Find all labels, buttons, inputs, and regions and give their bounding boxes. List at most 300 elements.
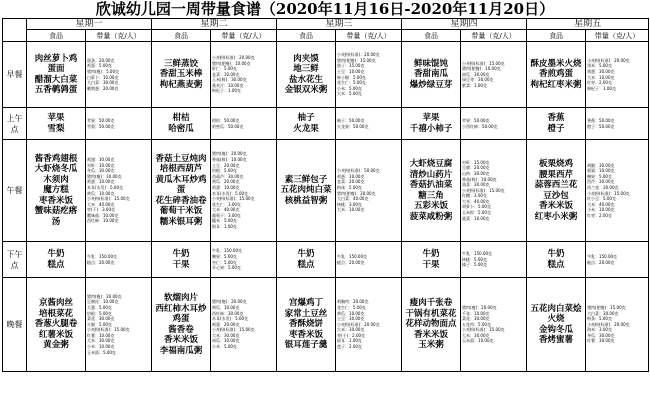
quantity-item: 猪肉(肥瘦)：10.00克 [462, 66, 501, 72]
quantity-item: 山药：30.00克 [462, 170, 490, 176]
quantity-cell [211, 242, 277, 278]
quantity-item: 鸡蛋：10.00克 [87, 179, 115, 185]
quantity-item: 西红柿：10.00克 [87, 218, 119, 224]
food-item: 鲜味馄饨 [414, 58, 449, 69]
day-header: 星期四 [402, 19, 527, 30]
food-item: 柚子 [297, 113, 315, 123]
food-item: 五彩米饭 [414, 201, 449, 211]
food-item: 糖三角 [418, 190, 444, 201]
food-cell [527, 140, 586, 242]
quantity-cell [336, 242, 402, 278]
quantity-item: 豆腐：20.00克 [462, 165, 490, 171]
quantity-item: 板栗：10.00克 [587, 168, 615, 174]
food-item: 火烧 [547, 314, 565, 324]
quantity-item: 大米：40.00克 [87, 201, 115, 207]
food-cell [402, 242, 461, 278]
quantity-item: 小米：10.00克 [87, 344, 115, 350]
quantity-item: 香蕉：50.00克 [587, 117, 615, 123]
quantity-item: 柑桔：50.00克 [212, 117, 240, 123]
food-item: 红薯米饭 [38, 329, 73, 340]
quantity-item: 小麦粉(标准)：20.00克 [212, 54, 255, 60]
quantity-item: 葡萄干：3.00克 [212, 212, 241, 218]
quantity-item: 豆腐皮：10.00克 [87, 299, 119, 305]
food-cell [402, 140, 461, 242]
quantity-item: 黄瓜：10.00克 [337, 310, 365, 316]
day-header: 星期三 [277, 19, 402, 30]
quantity-item: 红薯：30.00克 [587, 338, 615, 344]
food-item: 雪梨 [47, 123, 65, 134]
food-column-header: 食品 [27, 30, 86, 42]
food-cell [527, 278, 586, 372]
quantity-item: 苹果：50.00克 [87, 117, 115, 123]
quantity-item: 糕点：20.00克 [587, 259, 615, 265]
food-item: 三鲜蒸饺 [164, 58, 199, 69]
food-item: 香煎鸡蛋 [539, 69, 574, 80]
meal-row [3, 42, 649, 108]
quantity-item: 大米：40.00克 [587, 201, 615, 207]
food-item: 银耳莲子羹 [284, 340, 328, 351]
food-item: 腰果西芹 [539, 169, 574, 180]
food-item: 牛奶 [422, 249, 440, 259]
quantity-item: 西兰花：30.00克 [587, 184, 619, 190]
quantity-item: 小麦粉(标准)：15.00克 [462, 60, 505, 66]
quantity-item: 柚子：50.00克 [337, 117, 365, 123]
quantity-item: 花生仁：5.00克 [337, 80, 366, 86]
quantity-item: 木耳(水发)：5.00克 [87, 184, 124, 190]
quantity-cell [461, 278, 527, 372]
quantity-item: 西葫芦：30.00克 [212, 173, 244, 179]
quantity-item: 大米：30.00克 [212, 332, 240, 338]
quantity-item: 大米：5.00克 [337, 91, 362, 97]
food-item: 蒜蓉西兰花 [534, 180, 578, 190]
quantity-item: 紫菜：1.00克 [462, 82, 487, 88]
food-item: 香烤蜜薯 [539, 335, 574, 345]
quantity-item: 枣(干)：3.00克 [87, 207, 116, 213]
quantity-item: 杏仁：5.00克 [212, 259, 237, 265]
quantity-item: 玉米粒：5.00克 [462, 210, 491, 216]
quantity-item: 小麦粉(标准)：15.00克 [212, 196, 255, 202]
quantity-cell [86, 140, 152, 242]
food-item: 酱香卷 [168, 324, 194, 335]
quantity-item: 猪肉(瘦)：5.00克 [87, 68, 120, 74]
quantity-cell [211, 140, 277, 242]
quantity-item: 小麦粉(标准)：50.00克 [337, 168, 380, 174]
column-header-row [3, 30, 649, 42]
food-item: 金银双米粥 [284, 85, 328, 95]
meal-row [3, 140, 649, 242]
quantity-item: 鸡蛋：20.00克 [212, 321, 240, 327]
food-item: 李福南瓜粥 [159, 345, 203, 356]
food-item: 橙子 [547, 123, 565, 134]
quantity-item: 鹌鹑蛋：20.00克 [87, 85, 119, 91]
food-item: 香甜南瓜 [414, 69, 449, 80]
food-cell [277, 42, 336, 108]
food-item: 蟹味菇疙瘩 [34, 206, 78, 217]
food-item: 牛奶 [297, 249, 315, 259]
food-item: 肉丝萝卜鸡 [34, 53, 78, 64]
quantity-item: 冬瓜：30.00克 [87, 168, 115, 174]
corner-cell [3, 19, 27, 42]
quantity-column-header: 带量（克/人） [461, 30, 527, 42]
quantity-item: 小米：5.00克 [212, 344, 237, 350]
food-cell [152, 278, 211, 372]
quantity-item: 对虾：15.00克 [462, 159, 490, 165]
quantity-cell [86, 42, 152, 108]
quantity-item: 虾仁：5.00克 [212, 66, 237, 72]
meal-label: 早餐 [3, 42, 27, 108]
menu-title: 欣诚幼儿园一周带量食谱（2020年11月16日-2020年11月20日） [95, 0, 555, 18]
quantity-item: 鸡蛋：5.00克 [87, 63, 112, 69]
quantity-cell [461, 242, 527, 278]
quantity-item: 菠菜：10.00克 [462, 215, 490, 221]
quantity-cell [586, 108, 649, 140]
quantity-item: 火龙果：50.00克 [337, 123, 369, 129]
food-cell [277, 278, 336, 372]
food-item: 糯米银耳粥 [159, 216, 203, 227]
quantity-cell [461, 42, 527, 108]
food-item: 苹果 [422, 113, 440, 123]
quantity-item: 鸡蛋：10.00克 [337, 173, 365, 179]
quantity-item: 猪肉(肥瘦)：20.00克 [337, 190, 376, 196]
day-header-row [3, 19, 649, 30]
quantity-item: 白萝卜：10.00克 [87, 74, 119, 80]
food-item: 糕点 [47, 259, 65, 270]
quantity-item: 粉丝：5.00克 [337, 184, 362, 190]
food-item: 醋溜大白菜 [34, 74, 78, 85]
quantity-item: 猪肉(肥瘦)：15.00克 [587, 304, 626, 310]
quantity-cell [211, 42, 277, 108]
food-item: 肉夹馍 [293, 53, 319, 64]
quantity-item: 大白菜：40.00克 [337, 196, 369, 202]
quantity-item: 枣(干)：2.00克 [337, 332, 366, 338]
food-item: 香酥烧饼 [289, 319, 324, 330]
quantity-cell [211, 108, 277, 140]
food-item: 盐水花生 [289, 74, 324, 85]
quantity-item: 枸杞子：1.00克 [587, 85, 616, 91]
food-item: 地三鲜 [293, 64, 319, 74]
food-item: 柑桔 [172, 113, 190, 123]
food-cell [27, 242, 86, 278]
quantity-item: 花生仁：3.00克 [212, 201, 241, 207]
quantity-item: 木耳(水发)：5.00克 [212, 190, 249, 196]
food-item: 宫爆鸡丁 [289, 298, 324, 309]
quantity-item: 大白菜：30.00克 [587, 310, 619, 316]
quantity-item: 玉米面：5.00克 [87, 349, 116, 355]
quantity-item: 小米：10.00克 [587, 207, 615, 213]
quantity-item: 土豆：20.00克 [212, 162, 240, 168]
food-column-header: 食品 [402, 30, 461, 42]
quantity-item: 红小豆：5.00克 [587, 196, 616, 202]
quantity-item: 粉条：5.00克 [587, 316, 612, 322]
food-item: 爆炒绿豆芽 [409, 79, 453, 90]
quantity-item: 蟹味菇：10.00克 [87, 212, 119, 218]
food-item: 千禧小柿子 [409, 123, 453, 134]
quantity-item: 牛乳：150.00克 [87, 253, 117, 259]
food-item: 酱香鸡翅根 [34, 153, 78, 164]
quantity-item: 大白菜：30.00克 [87, 80, 119, 86]
food-item: 酥皮墨米火烧 [530, 58, 582, 69]
quantity-item: 小麦粉(标准)：15.00克 [212, 327, 255, 333]
quantity-column-header: 带量（克/人） [86, 30, 152, 42]
food-item: 红枣小米粥 [534, 211, 578, 222]
quantity-item: 小麦粉(标准)：15.00克 [462, 327, 505, 333]
food-item: 牛奶 [47, 249, 65, 259]
quantity-item: 菜花：30.00克 [462, 316, 490, 322]
quantity-item: 红薯：10.00克 [87, 332, 115, 338]
quantity-item: 玉米面：10.00克 [462, 338, 494, 344]
food-item: 鸡蛋 [172, 314, 190, 324]
food-item: 香蕉 [547, 113, 565, 123]
quantity-item: 小米：5.00克 [337, 85, 362, 91]
quantity-cell [336, 108, 402, 140]
quantity-item: 小麦粉(标准)：15.00克 [87, 196, 130, 202]
food-item: 大虾烧冬瓜 [34, 164, 78, 175]
food-item: 哈密瓜 [168, 123, 194, 134]
food-cell [152, 242, 211, 278]
food-cell [152, 42, 211, 108]
quantity-item: 雪梨：50.00克 [87, 123, 115, 129]
quantity-item: 小麦粉(标准)：20.00克 [587, 321, 630, 327]
food-cell [527, 242, 586, 278]
quantity-item: 鸡胸肉：20.00克 [337, 299, 369, 305]
quantity-item: 小西红柿：50.00克 [462, 123, 498, 129]
food-item: 枣香米饭 [38, 195, 73, 206]
quantity-item: 猪肉(肥瘦)：15.00克 [337, 57, 376, 63]
quantity-cell [86, 242, 152, 278]
meal-row [3, 242, 649, 278]
food-item: 板栗烧鸡 [539, 159, 574, 169]
food-item: 瘦肉千张卷 [409, 298, 453, 309]
food-item: 干果 [422, 259, 440, 270]
food-item: 京酱肉丝 [38, 298, 73, 309]
food-item: 蛋 [176, 185, 186, 196]
quantity-item: 糕点：20.00克 [337, 259, 365, 265]
quantity-item: 大米：30.00克 [87, 338, 115, 344]
food-column-header: 食品 [152, 30, 211, 42]
quantity-item: 花生仁：5.00克 [337, 304, 366, 310]
quantity-item: 大米：40.00克 [212, 207, 240, 213]
food-item: 蛋面 [47, 64, 65, 74]
food-item: 豆沙包 [543, 190, 569, 201]
food-item: 葡萄干米饭 [159, 206, 203, 217]
quantity-item: 糯米：5.00克 [212, 218, 237, 224]
food-item: 玉米粥 [418, 340, 444, 351]
quantity-item: 南瓜：30.00克 [462, 71, 490, 77]
quantity-item: 银耳：1.00克 [337, 338, 362, 344]
quantity-cell [461, 140, 527, 242]
food-item: 木须肉 [43, 174, 69, 185]
food-cell [527, 108, 586, 140]
quantity-item: 海米：3.00克 [587, 327, 612, 333]
quantity-cell [336, 42, 402, 108]
quantity-item: 大葱：5.00克 [87, 304, 112, 310]
quantity-item: 香菇(鲜)：10.00克 [462, 176, 497, 182]
quantity-column-header: 带量（克/人） [586, 30, 649, 42]
quantity-item: 红枣：2.00克 [587, 212, 612, 218]
day-header: 星期一 [27, 19, 152, 30]
food-item: 枸杞燕麦粥 [159, 79, 203, 90]
food-item: 香甜玉米棒 [159, 69, 203, 80]
food-item: 大虾烧豆腐 [409, 159, 453, 169]
quantity-item: 鸡翅：30.00克 [87, 156, 115, 162]
food-item: 牛奶 [547, 249, 565, 259]
food-cell [27, 108, 86, 140]
quantity-item: 猪肉(瘦)：20.00克 [87, 293, 122, 299]
food-item: 清炒山药片 [409, 169, 453, 180]
food-column-header: 食品 [527, 30, 586, 42]
quantity-item: 韭菜：20.00克 [337, 179, 365, 185]
food-cell [402, 278, 461, 372]
food-item: 香米米饭 [164, 335, 199, 345]
quantity-item: 开心果：5.00克 [212, 265, 241, 271]
quantity-item: 腰果：5.00克 [587, 173, 612, 179]
quantity-item: 猪肉(瘦)：10.00克 [87, 173, 122, 179]
quantity-item: 大米：10.00克 [587, 74, 615, 80]
quantity-item: 苹果：50.00克 [462, 117, 490, 123]
food-item: 糕点 [297, 259, 315, 270]
food-item: 软熘肉片 [164, 293, 199, 303]
quantity-item: 牛乳：150.00克 [587, 253, 618, 259]
quantity-cell [86, 108, 152, 140]
quantity-item: 小麦粉(标准)：20.00克 [337, 52, 380, 58]
food-item: 枸杞红枣米粥 [530, 79, 582, 90]
quantity-item: 胡萝卜：5.00克 [462, 204, 491, 210]
quantity-item: 鸡蛋：10.00克 [212, 184, 240, 190]
quantity-item: 大米：30.00克 [337, 327, 365, 333]
day-header: 星期五 [527, 19, 649, 30]
quantity-item: 鸡蛋：30.00克 [587, 68, 615, 74]
food-item: 金钩冬瓜 [539, 324, 574, 335]
quantity-cell [336, 140, 402, 242]
quantity-item: 绿豆芽：30.00克 [462, 77, 494, 83]
food-item: 五花肉白菜烩 [530, 303, 582, 314]
quantity-item: 土豆：30.00克 [337, 316, 365, 322]
quantity-item: 小麦粉(标准)：20.00克 [587, 57, 630, 63]
food-item: 香米米饭 [414, 329, 449, 340]
quantity-item: 枸杞子：1.00克 [212, 88, 241, 94]
quantity-item: 西芹：30.00克 [587, 179, 615, 185]
quantity-item: 牛乳：150.00克 [462, 251, 493, 257]
food-item: 糕点 [547, 259, 565, 270]
quantity-item: 猪肉(瘦)：20.00克 [462, 304, 497, 310]
quantity-column-header: 带量（克/人） [336, 30, 402, 42]
food-cell [402, 42, 461, 108]
quantity-item: 香菇(鲜)：10.00克 [212, 156, 247, 162]
quantity-item: 黑米：5.00克 [587, 63, 612, 69]
food-item: 家常土豆丝 [284, 308, 328, 319]
quantity-cell [461, 108, 527, 140]
food-item: 汤 [51, 216, 61, 227]
meal-label: 下午点 [3, 242, 27, 278]
quantity-item: 腰果：5.00克 [212, 253, 237, 259]
quantity-item: 猪肉(瘦)：20.00克 [212, 151, 247, 157]
food-cell [27, 278, 86, 372]
quantity-item: 银耳：1.00克 [212, 224, 237, 230]
food-item: 五香鹌鹑蛋 [34, 85, 78, 95]
quantity-item: 小麦粉(标准)：20.00克 [337, 321, 380, 327]
food-item: 菠菜咸粉粥 [409, 211, 453, 222]
quantity-item: 面条：20.00克 [87, 57, 115, 63]
food-item: 西红柿木耳炒 [155, 303, 207, 314]
food-item: 培根西葫芦 [159, 164, 203, 175]
food-item: 魔方糕 [43, 185, 69, 196]
food-item: 苹果 [47, 113, 65, 123]
quantity-item: 火腿：5.00克 [87, 321, 112, 327]
food-cell [402, 108, 461, 140]
food-item: 五花肉炖白菜 [280, 185, 332, 196]
quantity-item: 猪肉(肥瘦)：10.00克 [212, 60, 251, 66]
quantity-item: 橙子：50.00克 [587, 123, 615, 129]
quantity-cell [586, 140, 649, 242]
quantity-column-header: 带量（克/人） [211, 30, 277, 42]
food-cell [27, 140, 86, 242]
quantity-cell [336, 278, 402, 372]
food-item: 枣香米饭 [289, 329, 324, 340]
quantity-item: 红枣：2.00克 [587, 80, 612, 86]
food-cell [277, 140, 336, 242]
day-header: 星期二 [152, 19, 277, 30]
quantity-item: 对虾：10.00克 [87, 162, 115, 168]
quantity-item: 哈密瓜：50.00克 [212, 123, 244, 129]
quantity-item: 大米：30.00克 [462, 332, 490, 338]
quantity-item: 千张：10.00克 [462, 310, 490, 316]
quantity-item: 柿子椒：5.00克 [337, 74, 366, 80]
quantity-item: 猪肉(瘦)：20.00克 [212, 299, 247, 305]
food-cell [152, 108, 211, 140]
food-column-header: 食品 [277, 30, 336, 42]
quantity-item: 韭菜：10.00克 [212, 71, 240, 77]
food-cell [527, 42, 586, 108]
quantity-item: 大米：40.00克 [462, 198, 490, 204]
food-item: 香菇土豆炖肉 [155, 153, 207, 164]
quantity-item: 培根：5.00克 [87, 310, 112, 316]
quantity-item: 小麦粉(标准)：15.00克 [462, 187, 505, 193]
quantity-item: 核桃：5.00克 [462, 256, 487, 262]
quantity-item: 小麦粉(标准)：15.00克 [87, 327, 130, 333]
quantity-item: 木耳(水发)：5.00克 [212, 316, 249, 322]
quantity-item: 黄瓜：10.00克 [87, 190, 115, 196]
quantity-item: 菜花：30.00克 [87, 316, 115, 322]
quantity-item: 牛乳：150.00克 [337, 253, 368, 259]
quantity-item: 糕点：20.00克 [87, 259, 115, 265]
quantity-cell [586, 278, 649, 372]
food-cell [152, 140, 211, 242]
quantity-item: 牛乳：150.00克 [212, 248, 243, 254]
quantity-item: 油菜：30.00克 [462, 182, 490, 188]
quantity-cell [586, 242, 649, 278]
meal-label: 上午点 [3, 108, 27, 140]
meal-row [3, 108, 649, 140]
quantity-item: 茄子：15.00克 [337, 63, 365, 69]
food-cell [277, 108, 336, 140]
quantity-item: 西红柿：30.00克 [212, 310, 244, 316]
quantity-item: 鸡腿：30.00克 [587, 162, 615, 168]
food-item: 干锅有机菜花 [405, 308, 457, 319]
food-item: 香葱火腿卷 [34, 319, 78, 330]
meal-label: 午餐 [3, 140, 27, 242]
food-item: 素三鲜包子 [284, 174, 328, 185]
food-item: 干果 [172, 259, 190, 270]
meal-row [3, 278, 649, 372]
quantity-item: 培根：5.00克 [212, 168, 237, 174]
food-item: 培根菜花 [38, 308, 73, 319]
quantity-item: 玉米(鲜)：30.00克 [212, 77, 247, 83]
food-cell [27, 42, 86, 108]
quantity-item: 黄瓜：20.00克 [212, 179, 240, 185]
quantity-cell [86, 278, 152, 372]
quantity-cell [211, 278, 277, 372]
meal-label: 晚餐 [3, 278, 27, 372]
